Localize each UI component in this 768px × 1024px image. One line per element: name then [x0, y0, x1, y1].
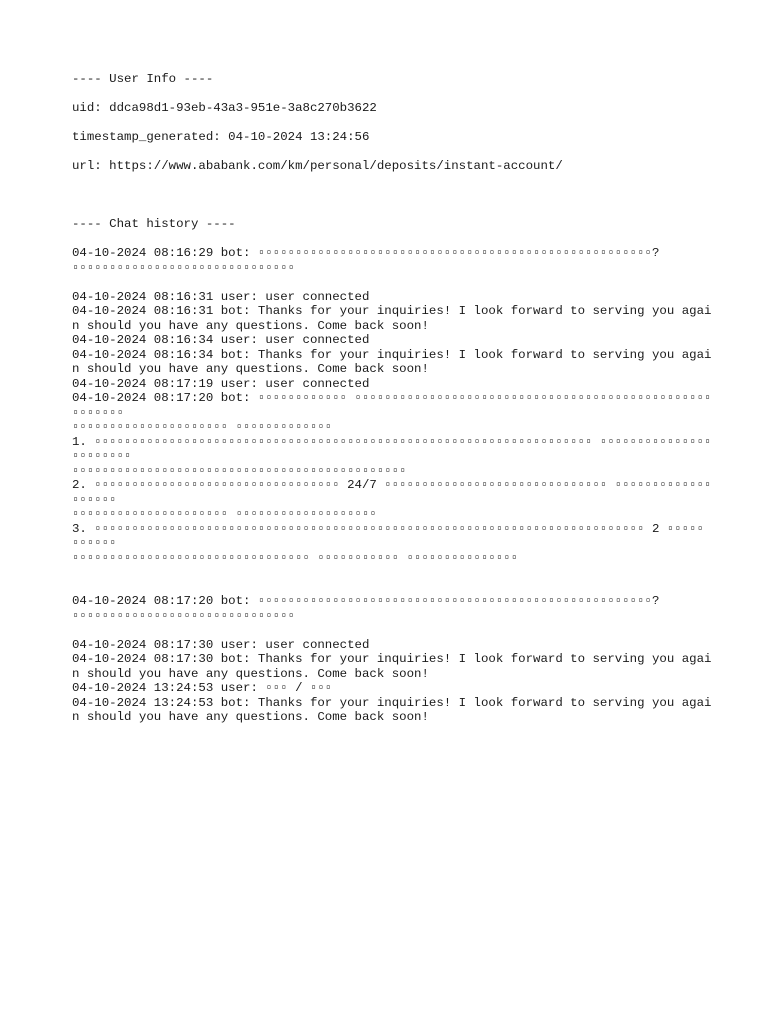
chat-line: 3. ▫▫▫▫▫▫▫▫▫▫▫▫▫▫▫▫▫▫▫▫▫▫▫▫▫▫▫▫▫▫▫▫▫▫▫▫▫▫▫▫▫▫▫▫▫▫▫▫▫▫▫▫▫▫▫▫▫▫▫▫▫▫▫▫▫▫▫▫▫▫▫▫▫▫ 2 ▫▫▫▫▫ ▫▫▫▫▫▫ — [72, 521, 712, 550]
blank-line — [72, 580, 712, 595]
chat-line: 04-10-2024 08:17:20 bot: ▫▫▫▫▫▫▫▫▫▫▫▫▫▫▫▫▫▫▫▫▫▫▫▫▫▫▫▫▫▫▫▫▫▫▫▫▫▫▫▫▫▫▫▫▫▫▫▫▫▫▫▫▫? — [72, 594, 660, 608]
chat-line: 04-10-2024 08:17:30 user: user connected — [72, 637, 370, 652]
blank-line — [72, 565, 712, 580]
spacer — [72, 232, 712, 247]
chat-line: 04-10-2024 13:24:53 bot: Thanks for your inquiries! I look forward to serving you again should you have any questions. Come back soon! — [72, 695, 712, 724]
timestamp-line: timestamp_generated: 04-10-2024 13:24:56 — [72, 130, 370, 144]
spacer — [72, 116, 712, 131]
chat-history — [72, 246, 712, 725]
blank-line — [72, 275, 712, 290]
chat-line: 04-10-2024 13:24:53 user: ▫▫▫ / ▫▫▫ — [72, 681, 333, 695]
blank-line — [72, 623, 712, 638]
chat-line: ▫▫▫▫▫▫▫▫▫▫▫▫▫▫▫▫▫▫▫▫▫▫▫▫▫▫▫▫▫▫ — [72, 608, 296, 623]
spacer — [72, 188, 712, 217]
chat-line: ▫▫▫▫▫▫▫▫▫▫▫▫▫▫▫▫▫▫▫▫▫ ▫▫▫▫▫▫▫▫▫▫▫▫▫▫▫▫▫▫▫ — [72, 507, 377, 521]
uid-line: uid: ddca98d1-93eb-43a3-951e-3a8c270b3622 — [72, 101, 377, 115]
spacer — [72, 145, 712, 160]
user-info-header: ---- User Info ---- — [72, 72, 214, 86]
chat-line: 04-10-2024 08:17:30 bot: Thanks for your inquiries! I look forward to serving you again should you have any questions. Come back soon! — [72, 652, 712, 681]
chat-line: 04-10-2024 08:16:34 bot: Thanks for your inquiries! I look forward to serving you again should you have any questions. Come back soon! — [72, 347, 712, 376]
chat-line: 04-10-2024 08:17:19 user: user connected — [72, 376, 370, 391]
spacer — [72, 174, 712, 189]
chat-line: 04-10-2024 08:16:31 user: user connected — [72, 289, 370, 304]
chat-line: ▫▫▫▫▫▫▫▫▫▫▫▫▫▫▫▫▫▫▫▫▫ ▫▫▫▫▫▫▫▫▫▫▫▫▫ — [72, 420, 333, 434]
chat-line: ▫▫▫▫▫▫▫▫▫▫▫▫▫▫▫▫▫▫▫▫▫▫▫▫▫▫▫▫▫▫▫▫▫▫▫▫▫▫▫▫▫▫▫▫▫ — [72, 463, 407, 478]
chat-line: 04-10-2024 08:16:29 bot: ▫▫▫▫▫▫▫▫▫▫▫▫▫▫▫▫▫▫▫▫▫▫▫▫▫▫▫▫▫▫▫▫▫▫▫▫▫▫▫▫▫▫▫▫▫▫▫▫▫▫▫▫▫? — [72, 246, 660, 260]
chat-line: 2. ▫▫▫▫▫▫▫▫▫▫▫▫▫▫▫▫▫▫▫▫▫▫▫▫▫▫▫▫▫▫▫▫▫ 24/7 ▫▫▫▫▫▫▫▫▫▫▫▫▫▫▫▫▫▫▫▫▫▫▫▫▫▫▫▫▫▫ ▫▫▫▫▫▫▫▫▫▫▫▫▫▫▫▫▫▫▫ — [72, 478, 712, 507]
document-page — [72, 72, 712, 725]
chat-history-header: ---- Chat history ---- — [72, 217, 236, 231]
url-line: url: https://www.ababank.com/km/personal/deposits/instant-account/ — [72, 159, 563, 173]
chat-line: 04-10-2024 08:16:31 bot: Thanks for your inquiries! I look forward to serving you again should you have any questions. Come back soon! — [72, 304, 712, 333]
chat-line: 1. ▫▫▫▫▫▫▫▫▫▫▫▫▫▫▫▫▫▫▫▫▫▫▫▫▫▫▫▫▫▫▫▫▫▫▫▫▫▫▫▫▫▫▫▫▫▫▫▫▫▫▫▫▫▫▫▫▫▫▫▫▫▫▫▫▫▫▫ ▫▫▫▫▫▫▫▫▫▫▫▫▫▫▫▫▫▫▫▫▫▫▫ — [72, 434, 712, 463]
spacer — [72, 87, 712, 102]
chat-line: 04-10-2024 08:16:34 user: user connected — [72, 333, 370, 347]
chat-line: 04-10-2024 08:17:20 bot: ▫▫▫▫▫▫▫▫▫▫▫▫ ▫▫▫▫▫▫▫▫▫▫▫▫▫▫▫▫▫▫▫▫▫▫▫▫▫▫▫▫▫▫▫▫▫▫▫▫▫▫▫▫▫▫▫▫▫▫▫▫▫▫▫▫▫▫▫ — [72, 391, 712, 420]
chat-line: ▫▫▫▫▫▫▫▫▫▫▫▫▫▫▫▫▫▫▫▫▫▫▫▫▫▫▫▫▫▫ — [72, 260, 296, 275]
chat-line: ▫▫▫▫▫▫▫▫▫▫▫▫▫▫▫▫▫▫▫▫▫▫▫▫▫▫▫▫▫▫▫▫ ▫▫▫▫▫▫▫▫▫▫▫ ▫▫▫▫▫▫▫▫▫▫▫▫▫▫▫ — [72, 550, 519, 565]
